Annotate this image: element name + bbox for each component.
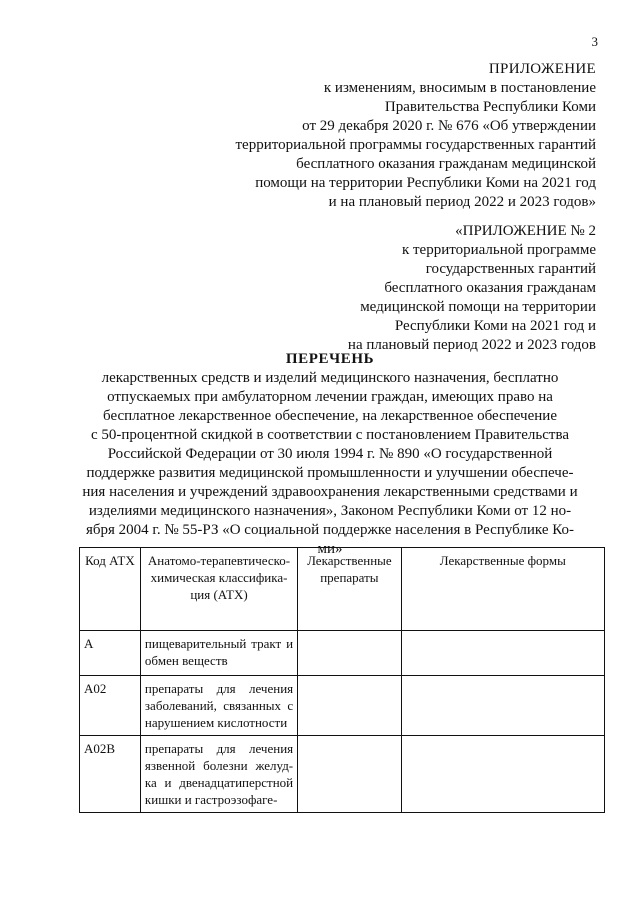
appendix-heading: ПРИЛОЖЕНИЕ [488, 61, 596, 77]
cell-name: препараты для лечения заболеваний, связанных с нарушением кислотности [140, 676, 297, 736]
atx-table [79, 547, 605, 813]
table-row [80, 631, 605, 676]
header-classification: Анатомо-терапевтическо-химическая классифика-ция (АТХ) [140, 548, 297, 631]
appendix2-line: медицинской помощи на территории [360, 299, 596, 315]
cell-code: А [80, 631, 141, 676]
appendix2-line: бесплатного оказания гражданам [384, 280, 596, 296]
perechen-line: изделиями медицинского назначения», Законом Республики Коми от 12 но- [88, 503, 572, 519]
perechen-block [60, 350, 600, 559]
perechen-line: ми» [317, 541, 343, 557]
header-forms: Лекарственные формы [401, 548, 604, 631]
page-number: 3 [591, 34, 598, 49]
perechen-line: отпускаемых при амбулаторном лечении граждан, имеющих право на [107, 389, 553, 405]
perechen-line: бесплатное лекарственное обеспечение, на лекарственное обеспечение [103, 408, 557, 424]
appendix-line: бесплатного оказания гражданам медицинской [296, 156, 596, 172]
perechen-line: поддержке развития медицинской промышленности и улучшении обеспече- [86, 465, 574, 481]
cell-name: пищеварительный тракт и обмен веществ [140, 631, 297, 676]
table-header-row [80, 548, 605, 631]
perechen-line: ября 2004 г. № 55-РЗ «О социальной поддержке населения в Республике Ко- [85, 522, 575, 538]
appendix2-heading: «ПРИЛОЖЕНИЕ № 2 [455, 223, 596, 239]
appendix-line: к изменениям, вносимым в постановление [323, 80, 596, 96]
cell-forms [401, 736, 604, 813]
perechen-line: лекарственных средств и изделий медицинского назначения, бесплатно [101, 370, 559, 386]
cell-drugs [298, 736, 401, 813]
cell-drugs [298, 631, 401, 676]
appendix2-line: к территориальной программе [401, 242, 596, 258]
cell-forms [401, 676, 604, 736]
perechen-line: Российской Федерации от 30 июля 1994 г. № 890 «О государственной [107, 446, 553, 462]
appendix2-line: Республики Коми на 2021 год и [394, 318, 596, 334]
cell-code: А02В [80, 736, 141, 813]
header-code: Код АТХ [80, 548, 141, 631]
appendix2-line: государственных гарантий [425, 261, 596, 277]
appendix-line: территориальной программы государственных гарантий [235, 137, 596, 153]
perechen-line: ния населения и учреждений здравоохранения лекарственными средствами и [82, 484, 578, 500]
table-row [80, 676, 605, 736]
cell-code: А02 [80, 676, 141, 736]
appendix-line: Правительства Республики Коми [384, 99, 596, 115]
appendix-block [176, 60, 596, 212]
appendix-line: и на плановый период 2022 и 2023 годов» [328, 194, 596, 210]
cell-forms [401, 631, 604, 676]
appendix-line: от 29 декабря 2020 г. № 676 «Об утверждении [302, 118, 596, 134]
appendix2-line: на плановый период 2022 и 2023 годов [347, 337, 596, 353]
cell-drugs [298, 676, 401, 736]
appendix2-block [276, 222, 596, 355]
perechen-title: ПЕРЕЧЕНЬ [285, 351, 375, 367]
appendix-line: помощи на территории Республики Коми на 2021 год [255, 175, 596, 191]
header-drugs: Лекарственные препараты [298, 548, 401, 631]
table-row [80, 736, 605, 813]
perechen-line: с 50-процентной скидкой в соответствии с постановлением Правительства [90, 427, 569, 443]
cell-name: препараты для лечения язвенной болезни желуд-ка и двенадцатиперстной кишки и гастроэзофаге- [140, 736, 297, 813]
